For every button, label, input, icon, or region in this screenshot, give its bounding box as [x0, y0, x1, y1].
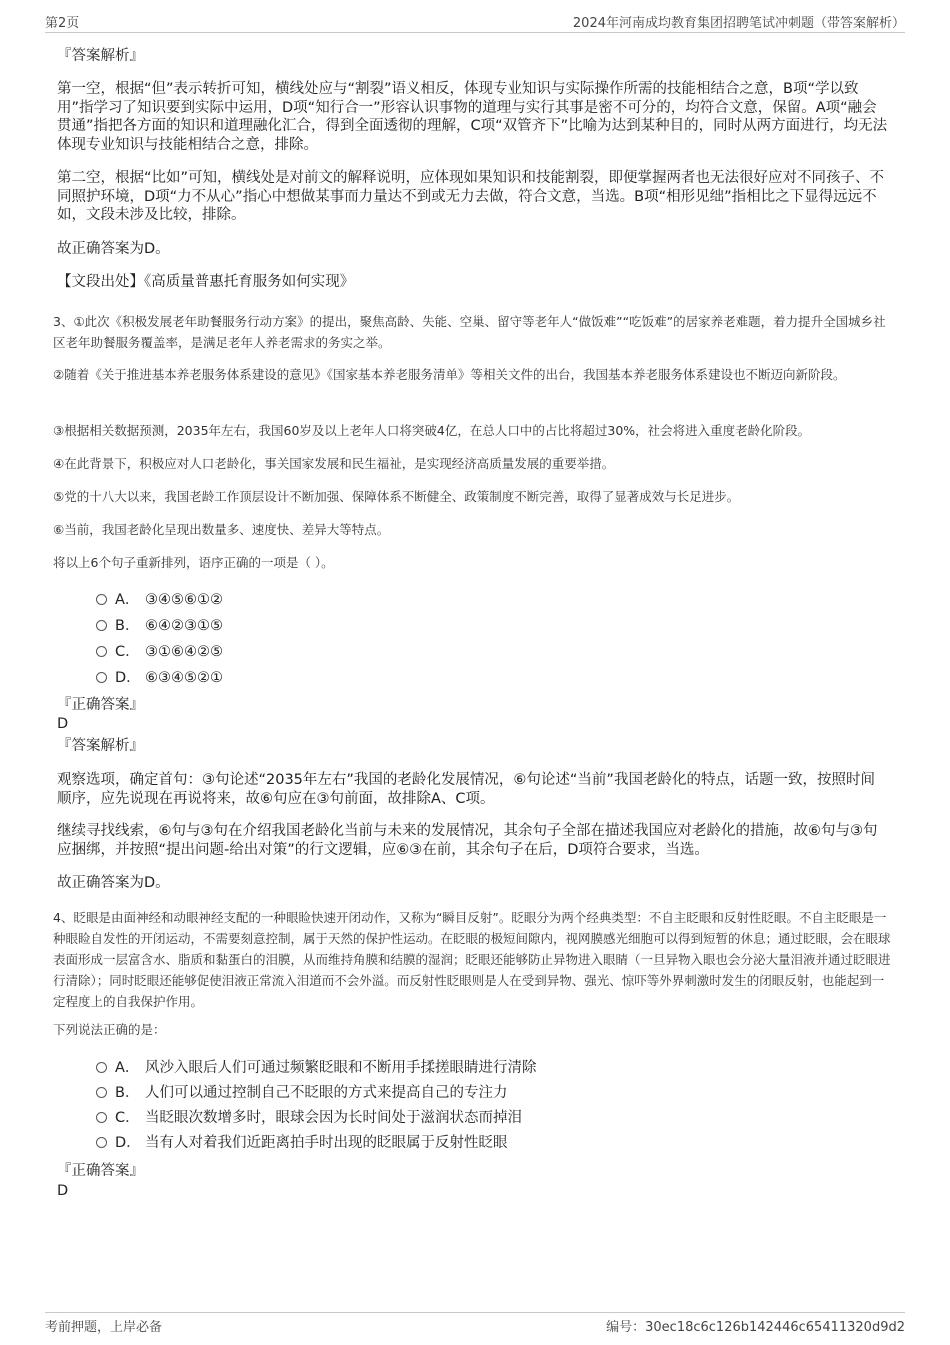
radio-button-icon[interactable]	[96, 620, 107, 631]
radio-button-icon[interactable]	[96, 1062, 107, 1073]
q2-conclusion: 故正确答案为D。	[57, 241, 170, 257]
q4-option-d[interactable]	[96, 1134, 508, 1152]
radio-button-icon[interactable]	[96, 1137, 107, 1148]
q3-sentence-1: 3、①此次《积极发展老年助餐服务行动方案》的提出，聚焦高龄、失能、空巢、留守等老年人“做饭难”“吃饭难”的居家养老难题，着力提升全国城乡社区老年助餐服务覆盖率，是满足老年人养老需求的务实之举。	[53, 314, 886, 350]
option-letter: D．	[115, 670, 141, 686]
page-header	[45, 12, 905, 33]
q4-prompt: 下列说法正确的是：	[53, 1022, 166, 1037]
option-text: ⑥③④⑤②①	[145, 670, 223, 686]
q3-sentence-5: ⑤党的十八大以来，我国老龄工作顶层设计不断加强、保障体系不断健全、政策制度不断完善，取得了显著成效与长足进步。	[53, 489, 740, 504]
q3-option-b[interactable]	[96, 617, 223, 635]
q3-analysis-para2: 继续寻找线索，⑥句与③句在介绍我国老龄化当前与未来的发展情况，其余句子全部在描述我国应对老龄化的措施，故⑥句与③句应捆绑，并按照“提出问题-给出对策”的行文逻辑，应⑥③在前，其余句子在后，D项符合要求，当选。	[57, 823, 878, 858]
q3-sentence-6: ⑥当前，我国老龄化呈现出数量多、速度快、差异大等特点。	[53, 522, 390, 537]
option-letter: C．	[115, 1110, 140, 1126]
radio-button-icon[interactable]	[96, 672, 107, 683]
q3-analysis-label: 『答案解析』	[57, 738, 144, 754]
radio-button-icon[interactable]	[96, 1112, 107, 1123]
q4-option-a[interactable]	[96, 1059, 537, 1077]
radio-button-icon[interactable]	[96, 646, 107, 657]
q3-analysis-para1: 观察选项，确定首句：③句论述“2035年左右”我国的老龄化发展情况，⑥句论述“当前”我国老龄化的特点，话题一致，按照时间顺序，应先说现在再说将来，故⑥句应在③句前面，故排除A、C项。	[57, 772, 875, 807]
q3-option-d[interactable]	[96, 669, 223, 687]
q4-option-b[interactable]	[96, 1084, 508, 1102]
option-text: ③④⑤⑥①②	[145, 592, 223, 608]
q3-conclusion: 故正确答案为D。	[57, 875, 170, 891]
q4-answer-label: 『正确答案』	[57, 1163, 144, 1179]
document-serial: 编号：30ec18c6c126b142446c65411320d9d2	[606, 1320, 905, 1335]
q2-analysis-label: 『答案解析』	[57, 48, 144, 64]
q4-stem: 4、眨眼是由面神经和动眼神经支配的一种眼睑快速开闭动作，又称为“瞬目反射”。眨眼分为两个经典类型：不自主眨眼和反射性眨眼。不自主眨眼是一种眼睑自发性的开闭运动，不需要刻意控制，属于天然的保护性运动。在眨眼的极短间隙内，视网膜感光细胞可以得到短暂的休息；通过眨眼，会在眼球表面形成一层富含水、脂质和黏蛋白的泪膜，从而维持角膜和结膜的湿润；眨眼还能够防止异物进入眼睛（一旦异物入眼也会分泌大量泪液并通过眨眼进行清除）；同时眨眼还能够促使泪液正常流入泪道而不会外溢。而反射性眨眼则是人在受到异物、强光、惊吓等外界刺激时发生的闭眼反射，也能起到一定程度上的自我保护作用。	[53, 910, 891, 1009]
option-text: 风沙入眼后人们可通过频繁眨眼和不断用手揉搓眼睛进行清除	[145, 1060, 537, 1076]
option-text: ③①⑥④②⑤	[145, 644, 223, 660]
page-footer	[45, 1312, 905, 1335]
q3-sentence-2: ②随着《关于推进基本养老服务体系建设的意见》《国家基本养老服务清单》等相关文件的出台，我国基本养老服务体系建设也不断迈向新阶段。	[53, 367, 846, 382]
option-text: ⑥④②③①⑤	[145, 618, 223, 634]
document-title: 2024年河南成均教育集团招聘笔试冲刺题（带答案解析）	[572, 16, 905, 31]
q2-source: 【文段出处】《高质量普惠托育服务如何实现》	[57, 274, 355, 290]
radio-button-icon[interactable]	[96, 594, 107, 605]
q4-answer: D	[57, 1183, 69, 1199]
footer-slogan: 考前押题，上岸必备	[45, 1320, 163, 1335]
q3-sentence-3: ③根据相关数据预测，2035年左右，我国60岁及以上老年人口将突破4亿，在总人口中的占比将超过30%，社会将进入重度老龄化阶段。	[53, 423, 811, 438]
q3-answer-label: 『正确答案』	[57, 697, 144, 713]
option-text: 当眨眼次数增多时，眼球会因为长时间处于滋润状态而掉泪	[145, 1110, 522, 1126]
q3-option-a[interactable]	[96, 591, 223, 609]
q2-analysis-para1: 第一空，根据“但”表示转折可知，横线处应与“割裂”语义相反，体现专业知识与实际操作所需的技能相结合之意，B项“学以致用”指学习了知识要到实际中运用，D项“知行合一”形容认识事物的道理与实行其事是密不可分的，均符合文意，保留。A项“融会贯通”指把各方面的知识和道理融化汇合，得到全面透彻的理解，C项“双管齐下”比喻为达到某种目的，同时从两方面进行，均无法体现专业知识与技能相结合之意，排除。	[57, 81, 888, 153]
option-letter: A．	[115, 592, 140, 608]
q2-analysis-para2: 第二空，根据“比如”可知，横线处是对前文的解释说明，应体现如果知识和技能割裂，即便掌握两者也无法很好应对不同孩子、不同照护环境，D项“力不从心”指心中想做某事而力量达不到或无力去做，符合文意，当选。B项“相形见绌”指相比之下显得远远不如，文段未涉及比较，排除。	[57, 170, 885, 223]
option-letter: D．	[115, 1135, 141, 1151]
option-letter: B．	[115, 1085, 140, 1101]
page-number: 第2页	[45, 16, 80, 31]
radio-button-icon[interactable]	[96, 1087, 107, 1098]
option-text: 人们可以通过控制自己不眨眼的方式来提高自己的专注力	[145, 1085, 508, 1101]
option-text: 当有人对着我们近距离拍手时出现的眨眼属于反射性眨眼	[145, 1135, 508, 1151]
q3-answer: D	[57, 716, 69, 732]
q3-sentence-4: ④在此背景下，积极应对人口老龄化，事关国家发展和民生福祉，是实现经济高质量发展的重要举措。	[53, 456, 615, 471]
q3-prompt: 将以上6个句子重新排列，语序正确的一项是（ ）。	[53, 555, 334, 570]
q4-option-c[interactable]	[96, 1109, 522, 1127]
option-letter: A．	[115, 1060, 140, 1076]
option-letter: B．	[115, 618, 140, 634]
q3-option-c[interactable]	[96, 643, 223, 661]
option-letter: C．	[115, 644, 140, 660]
